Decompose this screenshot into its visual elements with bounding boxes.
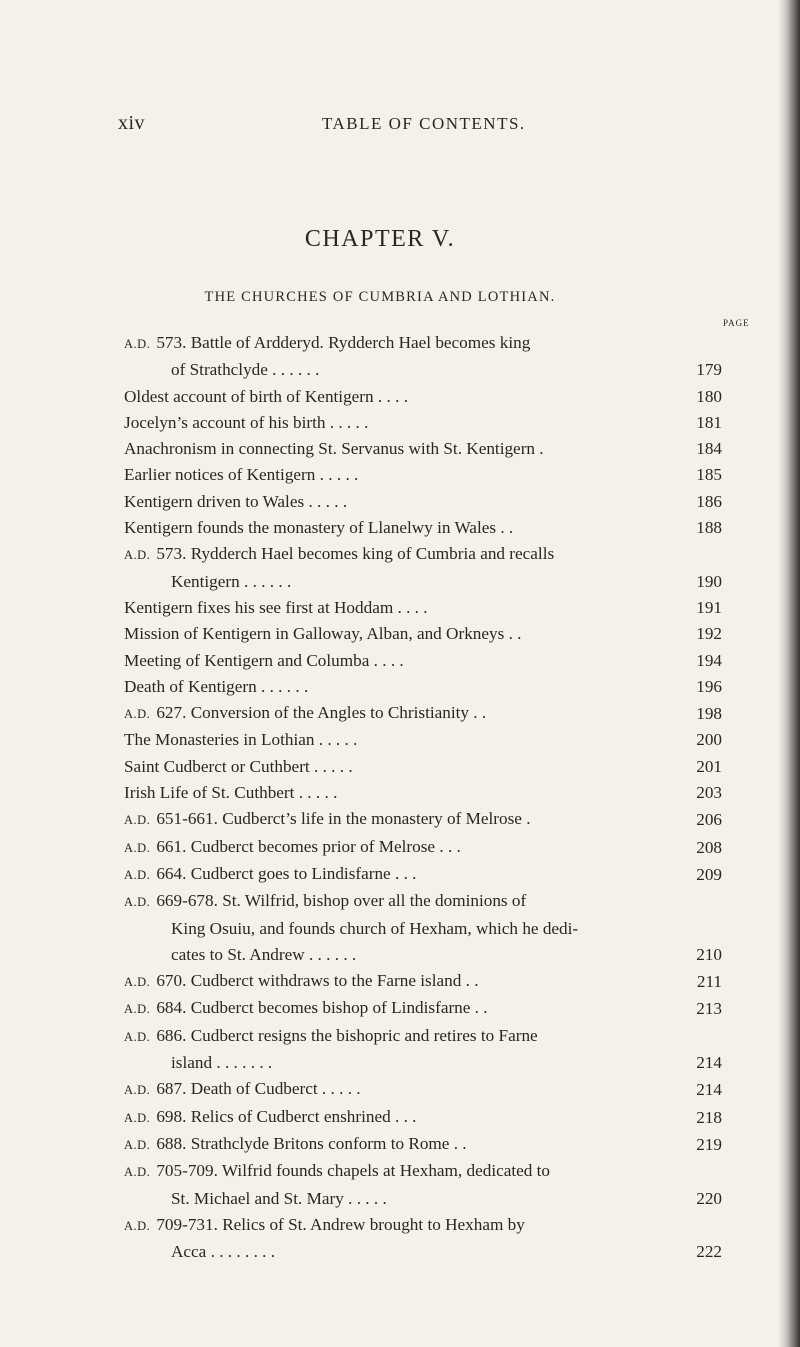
toc-entry <box>0 515 800 541</box>
toc-entry-text: 686. Cudberct resigns the bishopric and retires to Farne <box>156 1025 538 1045</box>
toc-entry-text: Anachronism in connecting St. Servanus with St. Kentigern . <box>124 439 544 459</box>
toc-entry <box>0 621 800 647</box>
era-prefix: A.D. <box>124 895 151 910</box>
toc-entry <box>0 834 800 861</box>
toc-entry <box>0 1023 800 1077</box>
toc-page-number: 214 <box>696 1053 722 1073</box>
toc-entry-text: King Osuiu, and founds church of Hexham, which he dedi- <box>171 918 579 938</box>
toc-entry-line <box>0 1023 800 1050</box>
toc-entry-text: Jocelyn’s account of his birth . . . . . <box>124 412 369 432</box>
toc-entry-text: Earlier notices of Kentigern . . . . . <box>124 465 359 485</box>
toc-page-number: 218 <box>696 1107 722 1127</box>
era-prefix: A.D. <box>124 1002 151 1017</box>
era-prefix: A.D. <box>124 813 151 828</box>
toc-entry-text: Kentigern founds the monastery of Llanelwy in Wales . . <box>124 518 514 538</box>
toc-entry-text: 661. Cudberct becomes prior of Melrose . . . <box>156 836 461 856</box>
toc-entry-line <box>0 700 800 727</box>
toc-entry-line <box>0 968 800 995</box>
toc-entry <box>0 700 800 727</box>
toc-entry-line <box>0 888 800 915</box>
toc-entry-line <box>0 861 800 888</box>
toc-entry <box>0 384 800 410</box>
toc-page-number: 208 <box>696 837 722 857</box>
toc-entry-text: Kentigern fixes his see first at Hoddam . . . . <box>124 597 428 617</box>
toc-entry-text: 684. Cudberct becomes bishop of Lindisfarne . . <box>156 998 488 1018</box>
running-head <box>0 112 800 136</box>
toc-entry-line <box>0 489 800 515</box>
toc-entry-line <box>0 410 800 436</box>
toc-entry-text: 651-661. Cudberct’s life in the monastery of Melrose . <box>156 809 531 829</box>
toc-page-number: 198 <box>696 704 722 724</box>
toc-entry-text: 669-678. St. Wilfrid, bishop over all the dominions of <box>156 891 527 911</box>
toc-page-number: 192 <box>696 624 722 644</box>
toc-entry-line <box>0 648 800 674</box>
toc-entry-line <box>0 330 800 357</box>
toc-entry-line <box>0 621 800 647</box>
toc-page-number: 211 <box>696 972 722 992</box>
toc-page-number: 184 <box>696 439 722 459</box>
toc-entry-line <box>0 515 800 541</box>
toc-page-number: 191 <box>696 597 722 617</box>
toc-entry-text: Kentigern driven to Wales . . . . . <box>124 491 348 511</box>
toc-entry-text: 627. Conversion of the Angles to Christianity . . <box>156 703 487 723</box>
toc-page-number: 214 <box>696 1080 722 1100</box>
toc-entry <box>0 1131 800 1158</box>
toc-entry-line <box>0 1239 800 1265</box>
toc-entry-text: 573. Battle of Ardderyd. Rydderch Hael becomes king <box>156 333 531 352</box>
era-prefix: A.D. <box>124 867 151 882</box>
era-prefix: A.D. <box>124 1083 151 1098</box>
toc-page-number: 179 <box>696 360 722 380</box>
toc-entry-text: 670. Cudberct withdraws to the Farne island . . <box>156 971 479 991</box>
toc-entry <box>0 410 800 436</box>
toc-entry-text: The Monasteries in Lothian . . . . . <box>124 730 358 750</box>
toc-entry <box>0 462 800 488</box>
toc-entry <box>0 780 800 806</box>
toc-entry-line <box>0 780 800 806</box>
toc-entry <box>0 330 800 384</box>
toc-page-number: 201 <box>696 756 722 776</box>
toc-page-number: 206 <box>696 810 722 830</box>
toc-entry-line <box>0 727 800 753</box>
toc-entry <box>0 489 800 515</box>
toc-entry-line <box>0 754 800 780</box>
era-prefix: A.D. <box>124 975 151 990</box>
page-column-label: PAGE <box>723 318 750 328</box>
toc-entry-line <box>0 569 800 595</box>
era-prefix: A.D. <box>124 840 151 855</box>
toc-entry <box>0 1104 800 1131</box>
toc-entry-text: 709-731. Relics of St. Andrew brought to Hexham by <box>156 1214 525 1234</box>
toc-entry <box>0 436 800 462</box>
toc-page-number: 222 <box>696 1242 722 1262</box>
toc-entry <box>0 754 800 780</box>
chapter-title: CHAPTER V. <box>304 226 456 252</box>
toc-page-number: 185 <box>696 465 722 485</box>
toc-entry-text: island . . . . . . . <box>171 1053 273 1073</box>
toc-entry-line <box>0 1158 800 1185</box>
toc-entry-text: 687. Death of Cudberct . . . . . <box>156 1079 361 1099</box>
toc-entry-line <box>0 1104 800 1131</box>
toc-page-number: 210 <box>696 944 722 964</box>
toc-entry-line <box>0 595 800 621</box>
toc-entry <box>0 806 800 833</box>
toc-entry-text: Death of Kentigern . . . . . . <box>124 676 309 696</box>
toc-page-number: 188 <box>696 518 722 538</box>
era-prefix: A.D. <box>124 707 151 722</box>
toc-page-number: 181 <box>696 412 722 432</box>
toc-entry <box>0 541 800 595</box>
toc-entry <box>0 727 800 753</box>
era-prefix: A.D. <box>124 1137 151 1152</box>
toc-entry <box>0 674 800 700</box>
toc-entry-line <box>0 995 800 1022</box>
toc-page-number: 219 <box>696 1134 722 1154</box>
toc-entry-line <box>0 916 800 942</box>
toc-entry-line <box>0 1076 800 1103</box>
toc-entry-text: Oldest account of birth of Kentigern . . . . <box>124 386 408 406</box>
toc-entry-line <box>0 1186 800 1212</box>
table-of-contents <box>0 330 800 1265</box>
toc-page-number: 190 <box>696 571 722 591</box>
toc-entry-text: 698. Relics of Cudberct enshrined . . . <box>156 1106 417 1126</box>
toc-entry <box>0 1076 800 1103</box>
toc-entry-text: cates to St. Andrew . . . . . . <box>171 944 357 964</box>
toc-page-number: 220 <box>696 1188 722 1208</box>
era-prefix: A.D. <box>124 1110 151 1125</box>
toc-entry <box>0 1158 800 1212</box>
toc-entry-line <box>0 1131 800 1158</box>
toc-entry <box>0 861 800 888</box>
toc-page-number: 196 <box>696 676 722 696</box>
toc-entry-text: 688. Strathclyde Britons conform to Rome . . <box>156 1133 467 1153</box>
toc-page-number: 180 <box>696 386 722 406</box>
toc-entry-text: Mission of Kentigern in Galloway, Alban, and Orkneys . . <box>124 624 522 644</box>
toc-entry-line <box>0 462 800 488</box>
toc-entry-line <box>0 541 800 568</box>
toc-entry-text: Meeting of Kentigern and Columba . . . . <box>124 650 404 670</box>
era-prefix: A.D. <box>124 1165 151 1180</box>
toc-entry-line <box>0 674 800 700</box>
toc-entry <box>0 968 800 995</box>
toc-entry-line <box>0 1212 800 1239</box>
toc-entry <box>0 595 800 621</box>
toc-entry <box>0 995 800 1022</box>
toc-entry-line <box>0 942 800 968</box>
toc-entry-text: 705-709. Wilfrid founds chapels at Hexham, dedicated to <box>156 1161 551 1181</box>
toc-entry-line <box>0 436 800 462</box>
toc-page-number: 194 <box>696 650 722 670</box>
era-prefix: A.D. <box>124 1218 151 1233</box>
running-title: TABLE OF CONTENTS. <box>322 114 526 133</box>
era-prefix: A.D. <box>124 337 151 351</box>
toc-entry-line <box>0 384 800 410</box>
toc-entry-text: St. Michael and St. Mary . . . . . <box>171 1188 387 1208</box>
toc-entry-line <box>0 806 800 833</box>
toc-page-number: 203 <box>696 783 722 803</box>
toc-entry-text: of Strathclyde . . . . . . <box>171 360 320 380</box>
page-number: xiv <box>118 112 146 134</box>
toc-entry <box>0 1212 800 1266</box>
toc-entry-text: 573. Rydderch Hael becomes king of Cumbria and recalls <box>156 544 555 564</box>
toc-entry-text: Acca . . . . . . . . <box>171 1242 276 1262</box>
toc-entry <box>0 648 800 674</box>
toc-page-number: 200 <box>696 730 722 750</box>
toc-page-number: 213 <box>696 999 722 1019</box>
toc-entry-line <box>0 1050 800 1076</box>
toc-entry-text: Kentigern . . . . . . <box>171 571 292 591</box>
toc-entry-text: 664. Cudberct goes to Lindisfarne . . . <box>156 863 417 883</box>
toc-entry-line <box>0 357 800 383</box>
era-prefix: A.D. <box>124 1029 151 1044</box>
chapter-subtitle: THE CHURCHES OF CUMBRIA AND LOTHIAN. <box>204 289 556 305</box>
toc-entry-text: Saint Cudberct or Cuthbert . . . . . <box>124 756 353 776</box>
toc-entry-text: Irish Life of St. Cuthbert . . . . . <box>124 783 338 803</box>
toc-entry-line <box>0 834 800 861</box>
toc-page-number: 209 <box>696 864 722 884</box>
toc-page-number: 186 <box>696 491 722 511</box>
era-prefix: A.D. <box>124 548 151 563</box>
toc-entry <box>0 888 800 968</box>
